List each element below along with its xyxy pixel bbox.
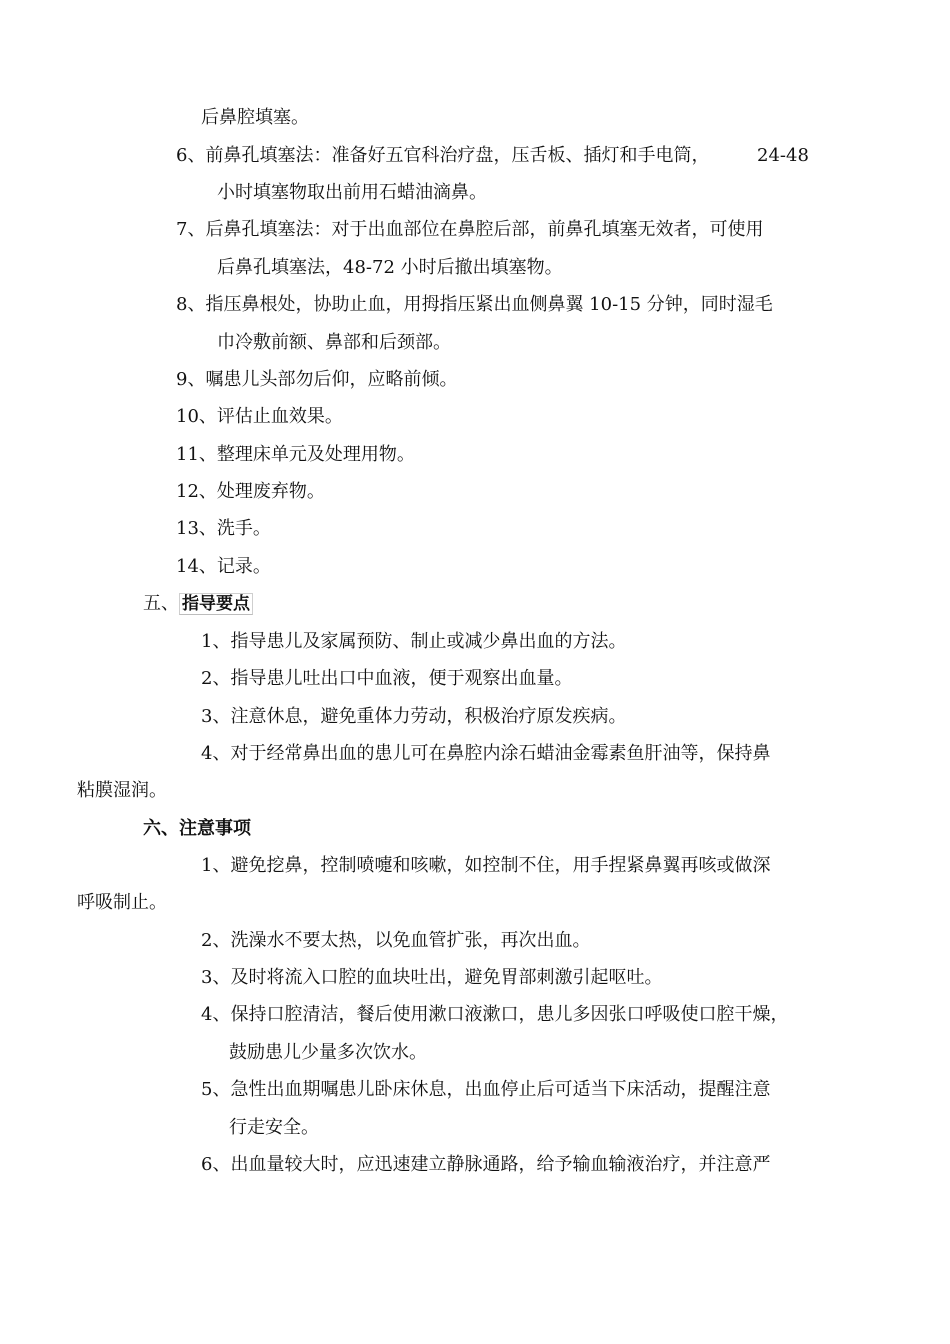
text-line: 粘膜湿润。 (77, 780, 167, 801)
guide-item-1: 1、指导患儿及家属预防、制止或减少鼻出血的方法。 (201, 631, 627, 652)
text-line: 呼吸制止。 (77, 892, 167, 913)
note-item-6: 6、出血量较大时，应迅速建立静脉通路，给予输血输液治疗，并注意严 (201, 1154, 771, 1175)
note-item-3: 3、及时将流入口腔的血块吐出，避免胃部刺激引起呕吐。 (201, 967, 663, 988)
text-line: 后鼻腔填塞。 (201, 107, 309, 128)
guide-item-3: 3、注意休息，避免重体力劳动，积极治疗原发疾病。 (201, 706, 627, 727)
note-item-1: 1、避免挖鼻，控制喷嚏和咳嗽，如控制不住，用手捏紧鼻翼再咳或做深 (201, 855, 771, 876)
text-line: 后鼻孔填塞法，48-72 小时后撤出填塞物。 (217, 257, 563, 278)
list-item-6: 6、前鼻孔填塞法：准备好五官科治疗盘，压舌板、插灯和手电筒， (176, 145, 710, 166)
guide-item-2: 2、指导患儿吐出口中血液，便于观察出血量。 (201, 668, 573, 689)
list-item-9: 9、嘱患儿头部勿后仰，应略前倾。 (176, 369, 458, 390)
text-line: 巾冷敷前额、鼻部和后颈部。 (217, 332, 451, 353)
list-item-14: 14、记录。 (176, 556, 271, 577)
text-line: 鼓励患儿少量多次饮水。 (229, 1042, 427, 1063)
section-number: 五、 (143, 593, 179, 614)
text-line: 行走安全。 (229, 1117, 319, 1138)
note-item-5: 5、急性出血期嘱患儿卧床休息，出血停止后可适当下床活动，提醒注意 (201, 1079, 771, 1100)
list-item-13: 13、洗手。 (176, 518, 271, 539)
list-item-10: 10、评估止血效果。 (176, 406, 343, 427)
list-item-7: 7、后鼻孔填塞法：对于出血部位在鼻腔后部，前鼻孔填塞无效者，可使用 (176, 219, 764, 240)
text-fragment: 24-48 (757, 145, 809, 166)
section-heading-5 (143, 592, 253, 616)
list-item-12: 12、处理废弃物。 (176, 481, 325, 502)
list-item-11: 11、整理床单元及处理用物。 (176, 444, 415, 465)
section-title: 指导要点 (179, 593, 253, 615)
guide-item-4: 4、对于经常鼻出血的患儿可在鼻腔内涂石蜡油金霉素鱼肝油等，保持鼻 (201, 743, 771, 764)
list-item-8: 8、指压鼻根处，协助止血，用拇指压紧出血侧鼻翼 10-15 分钟，同时湿毛 (176, 294, 773, 315)
note-item-2: 2、洗澡水不要太热，以免血管扩张，再次出血。 (201, 930, 591, 951)
section-heading-6: 六、注意事项 (143, 818, 251, 839)
note-item-4: 4、保持口腔清洁，餐后使用漱口液漱口，患儿多因张口呼吸使口腔干燥， (201, 1004, 789, 1025)
text-line: 小时填塞物取出前用石蜡油滴鼻。 (217, 182, 487, 203)
